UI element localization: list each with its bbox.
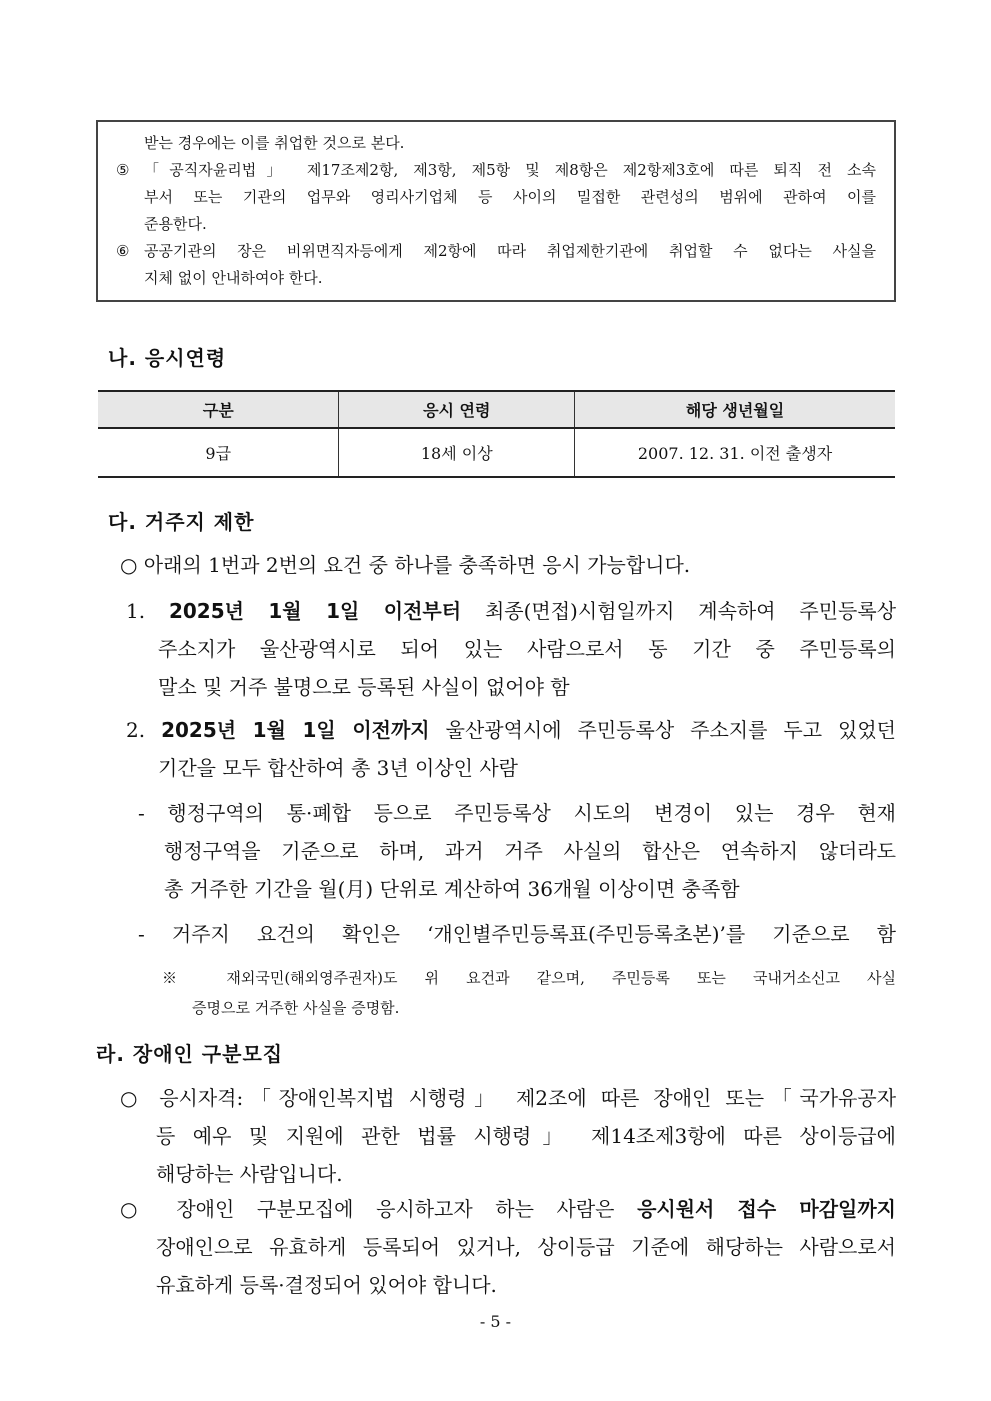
note-row: 증명으로 거주한 사실을 증명함. — [192, 999, 400, 1017]
circle-bullet: ○ — [120, 1086, 146, 1110]
item-number: 2. — [126, 718, 146, 742]
residence-dash-1 — [138, 794, 896, 908]
circle-bullet: ○ — [120, 1197, 154, 1221]
table-cell-birthdate: 2007. 12. 31. 이전 출생자 — [575, 428, 895, 477]
residence-item-row — [126, 711, 896, 749]
residence-item-2 — [126, 711, 896, 787]
table-header-birthdate: 해당 생년월일 — [575, 391, 895, 428]
bold-deadline-phrase: 응시원서 접수 마감일까지 — [637, 1197, 897, 1221]
residence-dash-2 — [138, 915, 896, 953]
law-item-body — [144, 238, 876, 292]
table-header-category: 구분 — [98, 391, 339, 428]
disability-row: 해당하는 사람입니다. — [156, 1162, 343, 1186]
dash-row: 행정구역을 기준으로 하며, 과거 거주 사실의 합산은 연속하지 않더라도 — [164, 839, 896, 863]
residence-intro — [120, 546, 800, 584]
disability-row — [120, 1190, 896, 1228]
dash-mark: - — [138, 801, 145, 825]
law-continuation-line: 받는 경우에는 이를 취업한 것으로 본다. — [144, 134, 405, 152]
dash-text: 거주지 요건의 확인은 ‘개인별주민등록표(주민등록초본)’를 기준으로 함 — [171, 922, 896, 946]
residence-item-1 — [126, 592, 896, 706]
law-item-row: 「공직자윤리법」 제17조제2항, 제3항, 제5항 및 제8항은 제2항제3호에 따른 퇴직 전 소속 — [144, 161, 876, 179]
table-cell-age: 18세 이상 — [339, 428, 575, 477]
dash-mark: - — [138, 922, 145, 946]
residence-item-row: 기간을 모두 합산하여 총 3년 이상인 사람 — [158, 756, 518, 780]
law-item-5 — [116, 157, 876, 238]
residence-intro-text: ○ 아래의 1번과 2번의 요건 중 하나를 충족하면 응시 가능합니다. — [120, 553, 691, 577]
law-item-row: 부서 또는 기관의 업무와 영리사기업체 등 사이의 밀접한 관련성의 범위에 관하여 이를 — [144, 188, 876, 206]
note-row — [162, 963, 896, 993]
bold-date-phrase: 2025년 1월 1일 이전까지 — [161, 718, 430, 742]
law-item-number: ⑥ — [116, 242, 130, 260]
disability-item-1 — [120, 1079, 896, 1193]
law-item-row: 지체 없이 안내하여야 한다. — [144, 269, 323, 287]
note-text: 재외국민(해외영주권자)도 위 요건과 같으며, 주민등록 또는 국내거소신고 사실 — [226, 969, 896, 987]
disability-text: 장애인 구분모집에 응시하고자 하는 사람은 — [176, 1197, 615, 1221]
disability-row: 등 예우 및 지원에 관한 법률 시행령」 제14조제3항에 따른 상이등급에 — [156, 1124, 896, 1148]
section-title-disability: 라. 장애인 구분모집 — [96, 1042, 284, 1066]
section-title-age: 나. 응시연령 — [108, 346, 227, 370]
disability-row: 유효하게 등록·결정되어 있어야 합니다. — [156, 1273, 497, 1297]
item-text: 울산광역시에 주민등록상 주소지를 두고 있었던 — [445, 718, 896, 742]
law-excerpt-box — [96, 120, 896, 302]
section-title-residence: 다. 거주지 제한 — [108, 510, 255, 534]
item-number: 1. — [126, 599, 146, 623]
residence-item-row: 주소지가 울산광역시로 되어 있는 사람으로서 동 기간 중 주민등록의 — [158, 637, 896, 661]
disability-row — [120, 1079, 896, 1117]
bold-date-phrase: 2025년 1월 1일 이전부터 — [168, 599, 462, 623]
table-header-row — [98, 391, 895, 428]
item-text: 최종(면접)시험일까지 계속하여 주민등록상 — [484, 599, 897, 623]
law-item-6 — [116, 238, 876, 292]
page-number: - 5 - — [479, 1312, 512, 1331]
law-item-number: ⑤ — [116, 161, 130, 179]
table-cell-category: 9급 — [98, 428, 339, 477]
residence-item-row: 말소 및 거주 불명으로 등록된 사실이 없어야 함 — [158, 675, 570, 699]
disability-item-2 — [120, 1190, 896, 1304]
age-table — [98, 390, 895, 478]
residence-note — [162, 963, 896, 1023]
dash-row: 총 거주한 기간을 월(月) 단위로 계산하여 36개월 이상이면 충족함 — [164, 877, 740, 901]
law-item-row: 공공기관의 장은 비위면직자등에게 제2항에 따라 취업제한기관에 취업할 수 없다는 사실을 — [144, 242, 876, 260]
disability-row: 장애인으로 유효하게 등록되어 있거나, 상이등급 기준에 해당하는 사람으로서 — [156, 1235, 896, 1259]
dash-text: 행정구역의 통·폐합 등으로 주민등록상 시도의 변경이 있는 경우 현재 — [167, 801, 896, 825]
law-item-row: 준용한다. — [144, 215, 207, 233]
table-header-age: 응시 연령 — [339, 391, 575, 428]
dash-row — [138, 915, 896, 953]
law-item-body — [144, 157, 876, 238]
residence-item-row — [126, 592, 896, 630]
disability-text: 응시자격:「장애인복지법 시행령」 제2조에 따른 장애인 또는「국가유공자 — [159, 1086, 897, 1110]
note-mark: ※ — [162, 969, 200, 987]
table-row — [98, 428, 895, 477]
dash-row — [138, 794, 896, 832]
